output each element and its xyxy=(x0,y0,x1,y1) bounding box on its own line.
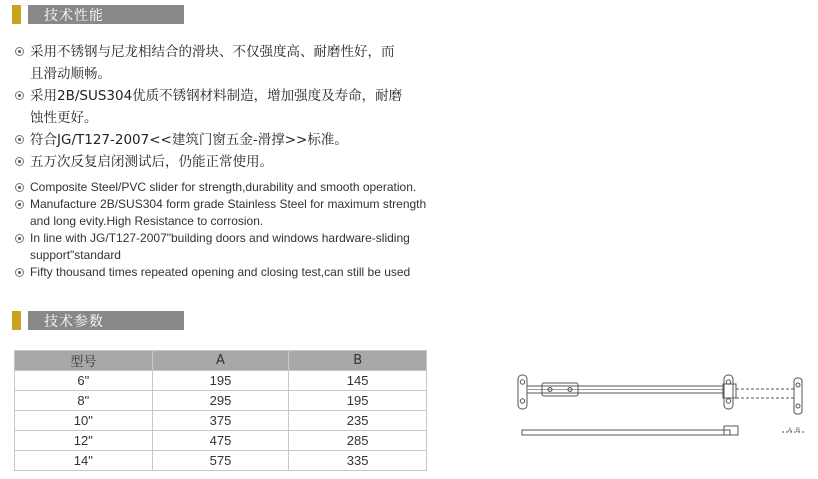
list-item: 五万次反复启闭测试后，仍能正常使用。 xyxy=(14,151,434,173)
dimension-label-a: A xyxy=(788,428,793,434)
dimension-label-b: B xyxy=(796,428,801,434)
table-cell: 145 xyxy=(289,371,427,391)
list-item: 符合JG/T127-2007<<建筑门窗五金-滑撑>>标准。 xyxy=(14,129,434,151)
column-header-a: A xyxy=(152,351,289,371)
mount-hole xyxy=(520,380,524,384)
mount-hole xyxy=(796,404,800,408)
section-header-parameters xyxy=(12,311,184,330)
bullet-icon xyxy=(15,200,24,209)
bullet-icon xyxy=(15,135,24,144)
section-title: 技术参数 xyxy=(44,313,104,330)
table-row xyxy=(15,451,427,471)
bullet-icon xyxy=(15,268,24,277)
header-accent-bar xyxy=(12,311,21,330)
mount-hole xyxy=(726,399,730,403)
table-cell: 375 xyxy=(152,411,289,431)
table-cell: 12" xyxy=(15,431,153,451)
table-row xyxy=(15,371,427,391)
mount-hole xyxy=(796,383,800,387)
spec-table xyxy=(14,350,427,471)
table-cell: 6" xyxy=(15,371,153,391)
bullet-icon xyxy=(15,91,24,100)
table-header-row xyxy=(15,351,427,371)
list-item: Manufacture 2B/SUS304 form grade Stainless Steel for maximum strength and long evity.High Resistance to corrosion. xyxy=(14,196,444,230)
list-item: Composite Steel/PVC slider for strength,durability and smooth operation. xyxy=(14,179,444,196)
table-cell: 195 xyxy=(152,371,289,391)
bullet-icon xyxy=(15,47,24,56)
table-cell: 295 xyxy=(152,391,289,411)
hinge-technical-drawing xyxy=(512,370,812,450)
features-en-list xyxy=(14,179,444,281)
bullet-icon xyxy=(15,234,24,243)
table-cell: 195 xyxy=(289,391,427,411)
table-row xyxy=(15,411,427,431)
table-cell: 285 xyxy=(289,431,427,451)
list-item: In line with JG/T127-2007"building doors and windows hardware-sliding support"standard xyxy=(14,230,444,264)
table-row xyxy=(15,431,427,451)
section-header-performance xyxy=(12,5,184,24)
header-accent-bar xyxy=(12,5,21,24)
bullet-icon xyxy=(15,157,24,166)
arm-joint xyxy=(723,384,736,398)
list-item: Fifty thousand times repeated opening and closing test,can still be used xyxy=(14,264,444,281)
list-item: 采用不锈钢与尼龙相结合的滑块、不仅强度高、耐磨性好，而 且滑动顺畅。 xyxy=(14,41,434,85)
section-title: 技术性能 xyxy=(44,7,104,24)
column-header-b: B xyxy=(289,351,427,371)
table-cell: 14" xyxy=(15,451,153,471)
table-cell: 235 xyxy=(289,411,427,431)
table-row xyxy=(15,391,427,411)
table-cell: 575 xyxy=(152,451,289,471)
column-header-model: 型号 xyxy=(15,351,153,371)
side-view-rail xyxy=(522,430,730,435)
table-cell: 335 xyxy=(289,451,427,471)
table-cell: 10" xyxy=(15,411,153,431)
mount-hole xyxy=(520,399,524,403)
features-cn-list xyxy=(14,41,434,173)
table-cell: 475 xyxy=(152,431,289,451)
table-cell: 8" xyxy=(15,391,153,411)
list-item: 采用2B/SUS304优质不锈钢材料制造，增加强度及寿命，耐磨 蚀性更好。 xyxy=(14,85,434,129)
bullet-icon xyxy=(15,183,24,192)
